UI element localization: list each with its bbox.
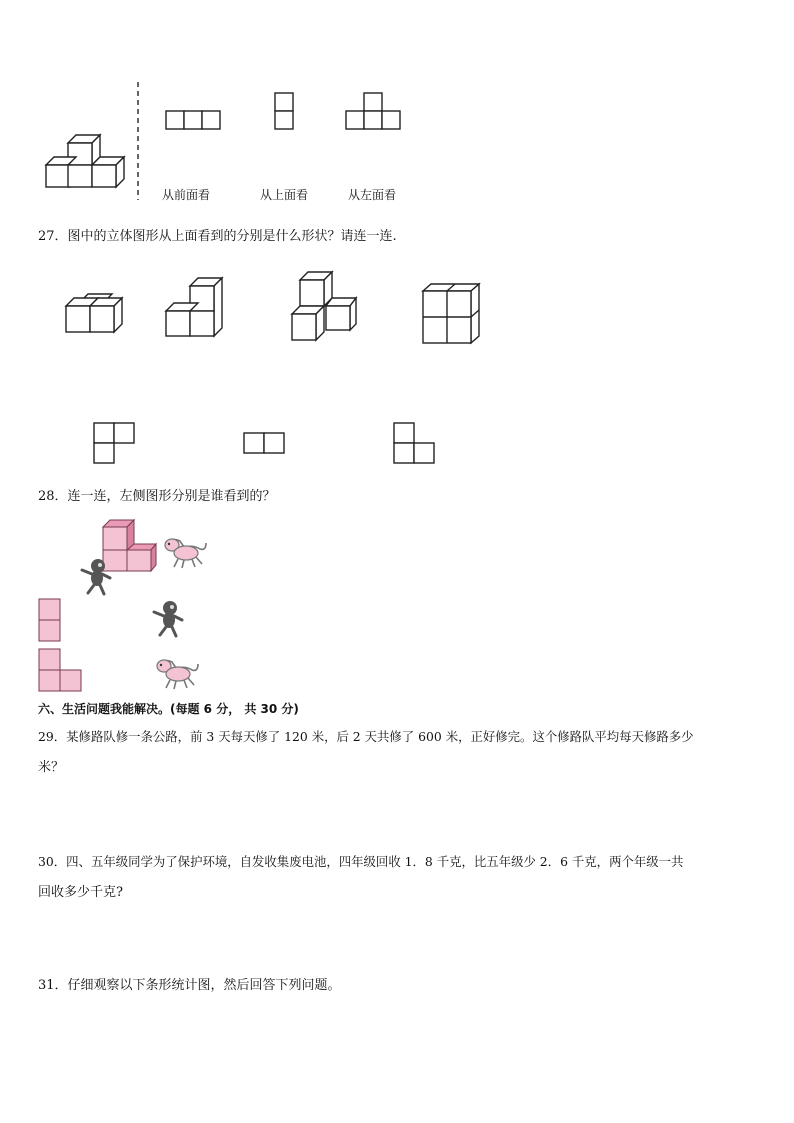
dashed-divider [135,82,141,200]
front-view-label: 从前面看 [162,188,211,202]
question-29-line-2: 米？ [38,760,65,775]
q28-view-l-shape [38,648,84,694]
question-31: 31．仔细观察以下条形统计图，然后回答下列问题。 [38,978,341,993]
section-6-title: 六、生活问题我能解决。(每题 6 分， 共 30 分) [38,702,299,716]
left-view-label: 从左面看 [348,188,397,202]
top-view-label: 从上面看 [260,188,309,202]
question-30-line-1: 30．四、五年级同学为了保护环境，自发收集废电池，四年级回收 1．8 千克，比五年级少 2．6 千克，两个年级一共 [38,854,684,869]
question-28: 28．连一连，左侧图形分别是谁看到的？ [38,489,276,504]
view-left-diagram [345,92,405,132]
q27-solid-2 [164,276,228,340]
solid-figure-top [40,125,130,190]
dog-icon [158,533,208,571]
monkey-icon [152,598,186,638]
question-29-line-1: 29．某修路队修一条公路，前 3 天每天修了 120 米，后 2 天共修了 600 米，正好修完。这个修路队平均每天修路多少 [38,729,694,744]
monkey-icon [80,556,114,596]
question-27: 27．图中的立体图形从上面看到的分别是什么形状？请连一连. [38,229,397,244]
q27-topview-l-shape [93,422,137,466]
q27-topview-corner [393,422,437,466]
view-front-diagram [165,110,225,132]
question-30-line-2: 回收多少千克? [38,885,123,900]
view-top-diagram [274,92,296,132]
q27-topview-two-squares [243,432,287,456]
dog-icon [150,654,200,692]
q27-solid-1 [64,290,128,336]
q27-solid-4 [420,282,484,346]
q28-view-vertical [38,598,62,644]
q27-solid-3 [290,270,360,342]
